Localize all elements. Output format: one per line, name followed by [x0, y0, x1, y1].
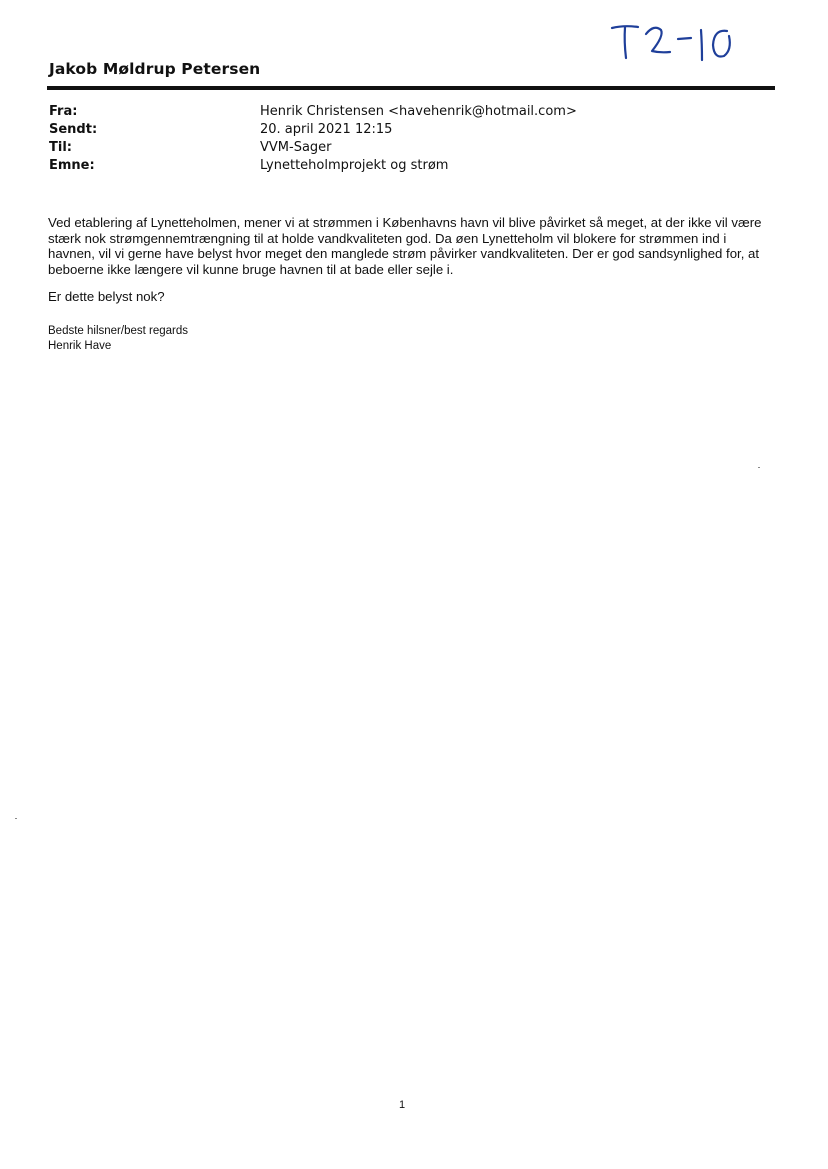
subject-label: Emne:	[49, 158, 95, 173]
sent-value: 20. april 2021 12:15	[260, 122, 393, 137]
email-metadata	[49, 103, 749, 175]
signature	[48, 324, 188, 354]
meta-row-to	[49, 139, 749, 157]
meta-row-from	[49, 103, 749, 121]
scan-speck	[758, 467, 760, 468]
handwritten-annotation	[608, 18, 738, 64]
to-value: VVM-Sager	[260, 140, 332, 155]
signature-name: Henrik Have	[48, 340, 112, 352]
from-value: Henrik Christensen <havehenrik@hotmail.com>	[260, 104, 577, 119]
sent-label: Sendt:	[49, 122, 98, 137]
to-label: Til:	[49, 140, 72, 155]
signature-greeting: Bedste hilsner/best regards	[48, 325, 188, 337]
meta-row-sent	[49, 121, 749, 139]
email-body	[48, 215, 776, 317]
meta-row-subject	[49, 157, 749, 175]
sender-name: Jakob Møldrup Petersen	[49, 60, 261, 78]
body-paragraph: Ved etablering af Lynetteholmen, mener vi at strømmen i Københavns havn vil blive påvirket så meget, at der ikke vil være stærk nok strømgennemtrængning til at holde vandkvaliteten god. Da øen Lynetteholm vil blokere for strømmen ind i havnen, vil vi gerne have belyst hvor meget den manglede strøm påvirker vandkvaliteten. Der er god sandsynlighed for, at beboerne ikke længere vil kunne bruge havnen til at bade eller sejle i.	[48, 215, 762, 277]
header-divider	[47, 86, 775, 90]
scan-speck	[15, 818, 17, 819]
body-question: Er dette belyst nok?	[48, 289, 165, 304]
page-number: 1	[399, 1099, 406, 1111]
from-label: Fra:	[49, 104, 78, 119]
subject-value: Lynetteholmprojekt og strøm	[260, 158, 449, 173]
